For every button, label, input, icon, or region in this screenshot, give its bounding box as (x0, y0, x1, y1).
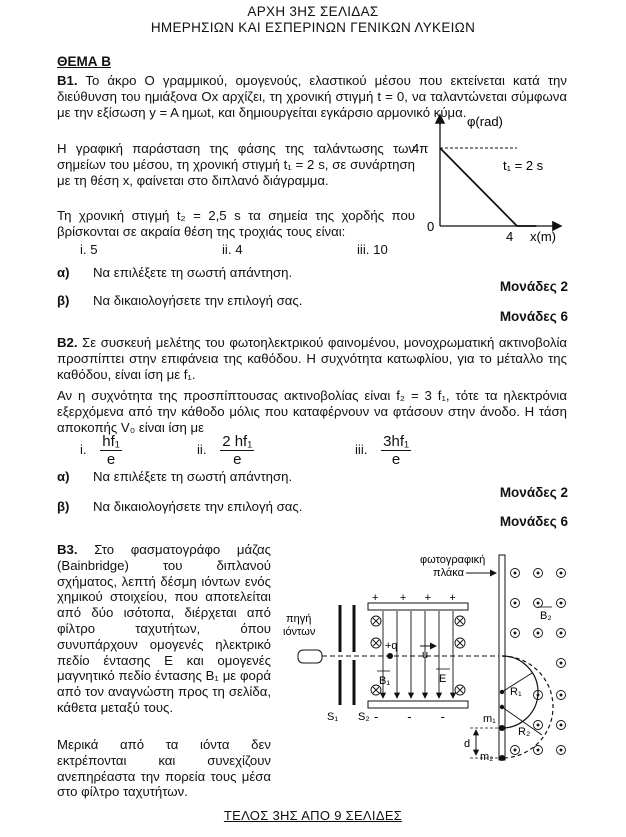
b2-option-ii-den: e (233, 451, 242, 468)
b2-b-text: Να δικαιολογήσετε την επιλογή σας. (93, 499, 303, 514)
b2-option-i (80, 433, 122, 468)
label-b2: B₂ (540, 610, 552, 622)
theme-title: ΘΕΜΑ Β (57, 54, 111, 69)
label-r1: R₁ (510, 686, 522, 698)
chart-y-tick: 4π (412, 141, 429, 156)
b2-option-ii (197, 433, 254, 468)
bottom-plate (368, 701, 468, 708)
page-footer: ΤΕΛΟΣ 3ΗΣ ΑΠΟ 9 ΣΕΛΙΔΕΣ (223, 808, 403, 823)
b2-text-1: Σε συσκευή μελέτης του φωτοηλεκτρικού φαινομένου, μονοχρωματική ακτινοβολία προσπίπτει στην επιφάνεια της καθόδου. Η συχνότητα κατωφλίου, για το μέταλλο της καθόδου, είναι ίση με f₁. (57, 335, 567, 382)
b1-option-ii: ii. 4 (222, 242, 243, 257)
b1-text-1: Το άκρο Ο γραμμικού, ομογενούς, ελαστικού μέσου που εκτείνεται κατά την διεύθυνση του ημιάξονα Οx αρχίζει, τη χρονική στιγμή t = 0, να ταλαντώνεται σύμφωνα με την εξίσωση y = A ημωt, και δημιουργείται εγκάρσιο αρμονικό κύμα. (57, 73, 567, 120)
chart-origin: 0 (427, 219, 435, 234)
label-s2: S₂ (358, 711, 370, 723)
b2-option-ii-fraction (220, 433, 254, 468)
chart-xlabel: x(m) (530, 229, 556, 244)
label-m2: m₂ (480, 751, 494, 763)
header-line-1: ΑΡΧΗ 3ΗΣ ΣΕΛΙΔΑΣ (247, 4, 379, 19)
trajectory-m2 (502, 656, 553, 758)
b2-a-marks: Μονάδες 2 (499, 485, 568, 500)
plus-signs: + + + + (372, 592, 456, 604)
b1-b-text: Να δικαιολογήσετε την επιλογή σας. (93, 293, 303, 308)
impact-m1 (499, 725, 505, 731)
b2-option-i-fraction (100, 433, 122, 468)
b3-para-1 (57, 542, 271, 716)
b1-b-label: β) (57, 293, 70, 308)
label-d: d (464, 738, 471, 750)
header-line-2: ΗΜΕΡΗΣΙΩΝ ΚΑΙ ΕΣΠΕΡΙΝΩΝ ΓΕΝΙΚΩΝ ΛΥΚΕΙΩΝ (150, 20, 476, 35)
b2-a-text: Να επιλέξετε τη σωστή απάντηση. (93, 469, 293, 484)
top-plate (368, 603, 468, 610)
impact-m2 (499, 755, 505, 761)
ion-charge (387, 653, 393, 659)
label-s1: S₁ (327, 711, 339, 723)
ion-source (298, 650, 322, 663)
b1-a-text: Να επιλέξετε τη σωστή απάντηση. (93, 265, 293, 280)
label-e: E (439, 673, 447, 685)
b2-para-1 (57, 335, 567, 382)
b1-option-iii: iii. 10 (357, 242, 388, 257)
label-r2: R₂ (518, 726, 531, 738)
b2-option-ii-prefix: ii. (197, 441, 207, 457)
label-b1: B₁ (379, 675, 391, 687)
b1-label: Β1. (57, 73, 78, 88)
b2-label: Β2. (57, 335, 78, 350)
b1-para-3: Τη χρονική στιγμή t₂ = 2,5 s τα σημεία της χορδής που βρίσκονται σε ακραία θέση της τροχιάς τους είναι: (57, 208, 415, 239)
b2-option-iii-den: e (391, 451, 401, 468)
b2-option-iii (355, 433, 411, 468)
b1-a-label: α) (57, 265, 70, 280)
b1-a-marks: Μονάδες 2 (499, 279, 568, 294)
b2-para-2: Αν η συχνότητα της προσπίπτουσας ακτινοβολίας είναι f₂ = 3 f₁, τότε τα ηλεκτρόνια εξερχόμενα από την κάθοδο μόλις που καταφέρνουν να φτάσουν στην άνοδο. Η τάση αποκοπής V₀ είναι ίση με (57, 388, 567, 435)
b2-option-iii-prefix: iii. (355, 441, 368, 457)
b1-option-i: i. 5 (80, 242, 98, 257)
label-u: u (422, 649, 429, 661)
b2-option-ii-num: 2 hf₁ (222, 433, 253, 450)
b2-b-label: β) (57, 499, 70, 514)
b2-option-i-prefix: i. (80, 441, 87, 457)
phase-chart (412, 108, 575, 248)
label-m1: m₁ (483, 713, 496, 725)
b1-b-marks: Μονάδες 6 (499, 309, 568, 324)
plate-label-1: φωτογραφική (420, 554, 486, 566)
b3-para-2: Μερικά από τα ιόντα δεν εκτρέπονται και συνεχίζουν ανεπηρέαστα την πορεία τους μέσα στο φίλτρο ταχυτήτων. (57, 737, 271, 800)
label-q: +q (385, 640, 398, 652)
b1-para-2: Η γραφική παράσταση της φάσης της ταλάντωσης των σημείων του μέσου, τη χρονική στιγμή t₁ = 2 s, σε συνάρτηση με τη θέση x, φαίνεται στο διπλανό διάγραμμα. (57, 141, 415, 188)
b3-text-1: Στο φασματογράφο μάζας (Bainbridge) του διπλανού σχήματος, λεπτή δέσμη ιόντων ενός χημικού στοιχείου, που αποτελείται από δύο ισότοπα, διέρχεται από φίλτρο ταχυτήτων, όπου συνυπάρχουν ομογενές ηλεκτρικό πεδίο έντασης E και ομογενές μαγνητικό πεδίο έντασης B₁ με φορά από τον αναγνώστη προς τη σελίδα, κάθετα μεταξύ τους. (57, 542, 271, 715)
b2-b-marks: Μονάδες 6 (499, 514, 568, 529)
b2-option-i-den: e (106, 451, 116, 468)
minus-signs: - - - (374, 709, 445, 724)
chart-ylabel: φ(rad) (467, 114, 503, 129)
plate-label-2: πλάκα (433, 567, 465, 579)
b2-option-i-num: hf₁ (102, 433, 120, 450)
b2-a-label: α) (57, 469, 70, 484)
source-label-1: πηγή (286, 613, 312, 625)
source-label-2: ιόντων (283, 626, 316, 638)
chart-x-tick: 4 (506, 229, 514, 244)
b2-option-iii-num: 3hf₁ (383, 433, 410, 450)
chart-annotation: t₁ = 2 s (503, 158, 544, 173)
b3-label: Β3. (57, 542, 78, 557)
b2-option-iii-fraction (381, 433, 411, 468)
mass-spectrograph-figure (270, 545, 575, 763)
